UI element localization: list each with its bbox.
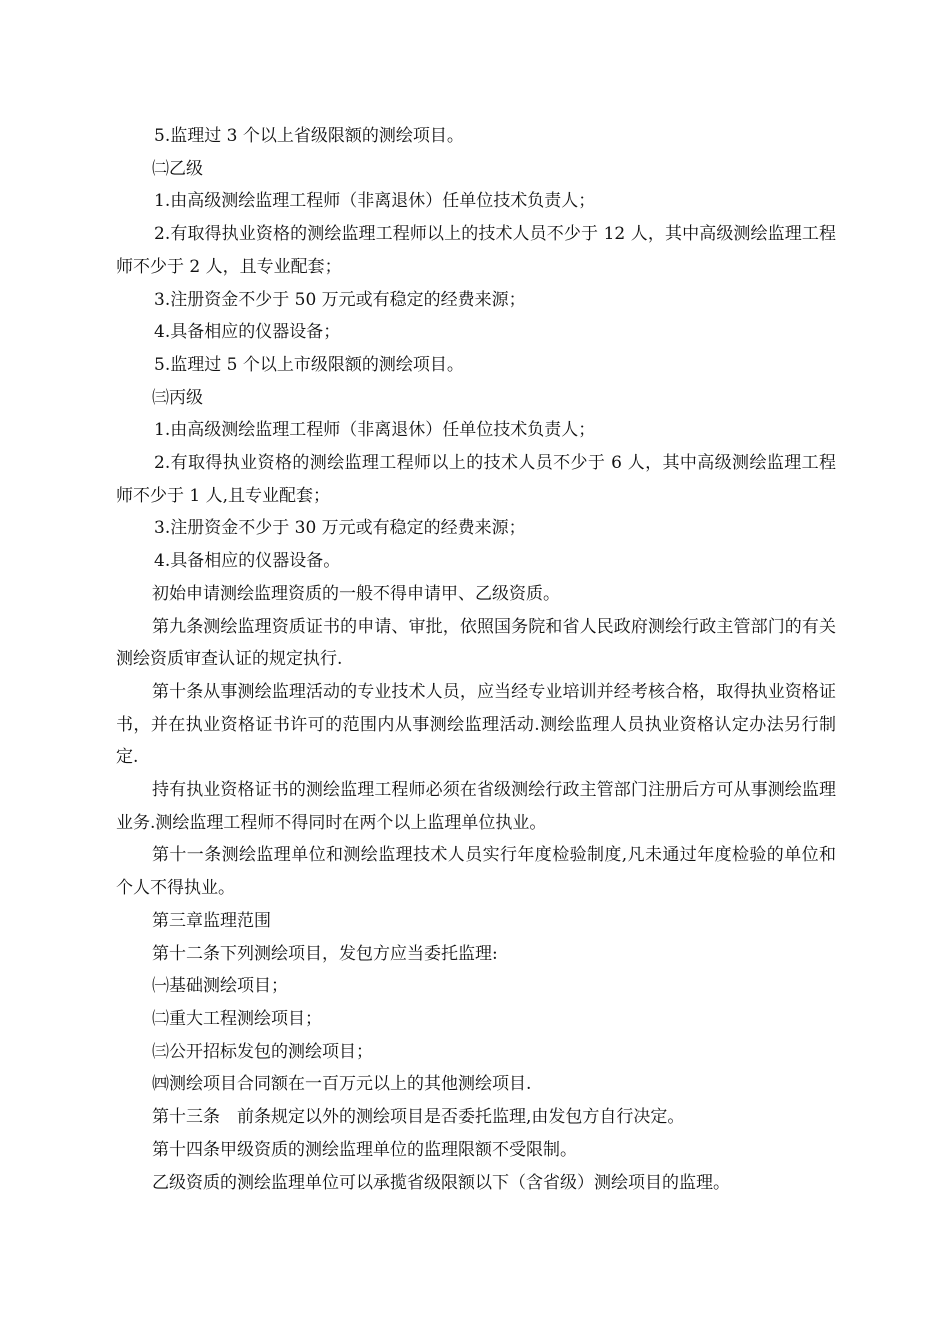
article-13: 第十三条 前条规定以外的测绘项目是否委托监理,由发包方自行决定。: [152, 1107, 685, 1128]
list-item: ㈡重大工程测绘项目；: [152, 1008, 322, 1029]
chapter-heading: 第三章监理范围: [152, 910, 271, 931]
paragraph: 3.注册资金不少于 30 万元或有稳定的经费来源；: [154, 518, 526, 539]
paragraph: 1.由高级测绘监理工程师（非离退休）任单位技术负责人；: [154, 420, 596, 441]
document-body: [116, 120, 836, 1199]
paragraph: 3.注册资金不少于 50 万元或有稳定的经费来源；: [154, 289, 526, 310]
paragraph: 4.具备相应的仪器设备；: [154, 322, 341, 343]
paragraph: 持有执业资格证书的测绘监理工程师必须在省级测绘行政主管部门注册后方可从事测绘监理业务.测绘监理工程师不得同时在两个以上监理单位执业。: [116, 780, 836, 833]
list-item: ㈣测绘项目合同额在一百万元以上的其他测绘项目.: [152, 1074, 532, 1095]
paragraph: 2.有取得执业资格的测绘监理工程师以上的技术人员不少于 12 人，其中高级测绘监理工程师不少于 2 人，且专业配套；: [116, 224, 836, 277]
article-12: 第十二条下列测绘项目，发包方应当委托监理:: [152, 943, 498, 964]
list-item: ㈠基础测绘项目；: [152, 976, 288, 997]
paragraph: 1.由高级测绘监理工程师（非离退休）任单位技术负责人；: [154, 191, 596, 212]
paragraph: ㈡乙级: [152, 158, 203, 179]
article-9: 第九条测绘监理资质证书的申请、审批，依照国务院和省人民政府测绘行政主管部门的有关测绘资质审查认证的规定执行.: [116, 616, 836, 670]
paragraph: 2.有取得执业资格的测绘监理工程师以上的技术人员不少于 6 人，其中高级测绘监理工程师不少于 1 人,且专业配套；: [116, 453, 836, 506]
paragraph: 初始申请测绘监理资质的一般不得申请甲、乙级资质。: [152, 583, 560, 604]
paragraph: 乙级资质的测绘监理单位可以承揽省级限额以下（含省级）测绘项目的监理。: [152, 1172, 730, 1193]
paragraph: 5.监理过 3 个以上省级限额的测绘项目。: [154, 126, 464, 146]
article-11: 第十一条测绘监理单位和测绘监理技术人员实行年度检验制度,凡未通过年度检验的单位和个人不得执业。: [116, 845, 836, 899]
list-item: ㈢公开招标发包的测绘项目；: [152, 1041, 373, 1062]
paragraph: 4.具备相应的仪器设备。: [154, 551, 341, 572]
paragraph: 5.监理过 5 个以上市级限额的测绘项目。: [154, 354, 464, 375]
article-10: 第十条从事测绘监理活动的专业技术人员，应当经专业培训并经考核合格，取得执业资格证书，并在执业资格证书许可的范围内从事测绘监理活动.测绘监理人员执业资格认定办法另行制定.: [116, 681, 836, 768]
paragraph: ㈢丙级: [152, 387, 203, 408]
article-14: 第十四条甲级资质的测绘监理单位的监理限额不受限制。: [152, 1139, 577, 1160]
